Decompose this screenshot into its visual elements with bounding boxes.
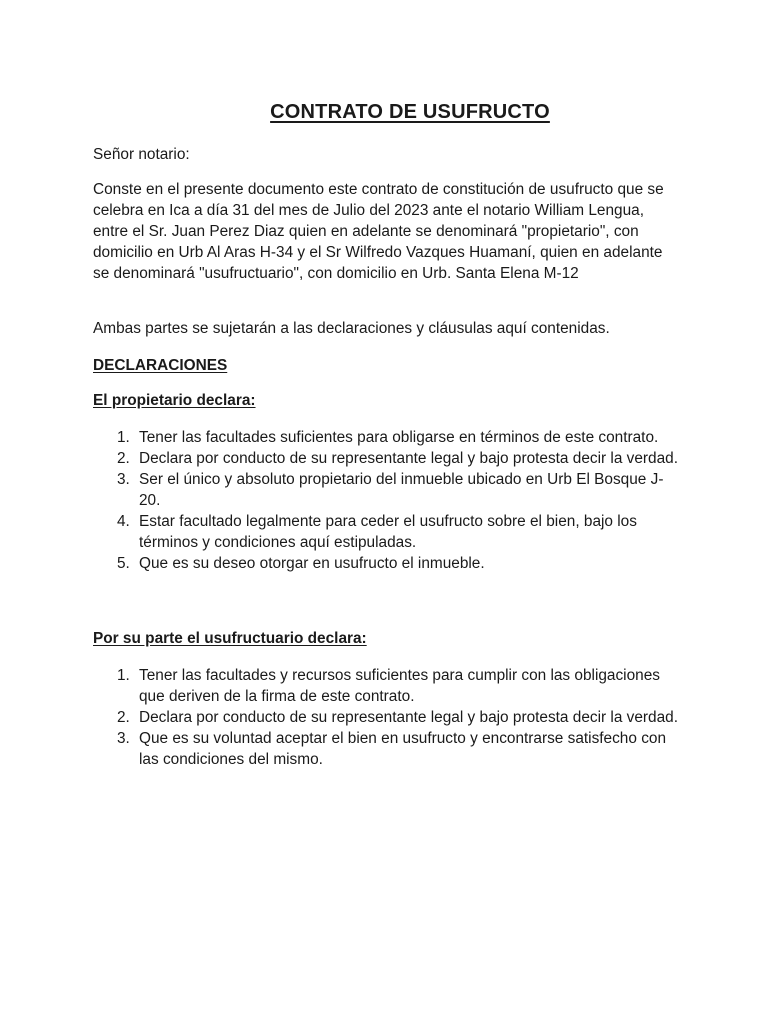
list-item-number: 3. bbox=[117, 730, 130, 747]
list-item-text: Ser el único y absoluto propietario del inmueble ubicado en Urb El Bosque J-20. bbox=[139, 471, 664, 509]
usufructuary-section-heading: Por su parte el usufructuario declara: bbox=[93, 630, 367, 647]
list-item-number: 1. bbox=[117, 429, 130, 446]
list-item-number: 4. bbox=[117, 513, 130, 530]
agreement-paragraph: Ambas partes se sujetarán a las declaraciones y cláusulas aquí contenidas. bbox=[93, 320, 610, 337]
list-item bbox=[93, 469, 678, 511]
document-title: CONTRATO DE USUFRUCTO bbox=[270, 101, 550, 123]
list-item bbox=[93, 728, 678, 770]
list-item-text: Estar facultado legalmente para ceder el usufructo sobre el bien, bajo los términos y condiciones aquí estipuladas. bbox=[139, 513, 637, 551]
declarations-heading: DECLARACIONES bbox=[93, 357, 228, 374]
list-item bbox=[93, 448, 678, 469]
intro-paragraph: Conste en el presente documento este contrato de constitución de usufructo que se celebra en Ica a día 31 del mes de Julio del 2023 ante el notario William Lengua, entre el Sr. Juan Perez Diaz quien en adelante se denominará "propietario", con domicilio en Urb Al Aras H-34 y el Sr Wilfredo Vazques Huamaní, quien en adelante se denominará "usufructuario", con domicilio en Urb. Santa Elena M-12 bbox=[93, 181, 664, 282]
list-item-text: Que es su voluntad aceptar el bien en usufructo y encontrarse satisfecho con las condiciones del mismo. bbox=[139, 730, 667, 768]
usufructuary-declarations-list bbox=[93, 665, 678, 770]
list-item-number: 1. bbox=[117, 667, 130, 684]
owner-section-heading: El propietario declara: bbox=[93, 392, 256, 409]
list-item-text: Tener las facultades suficientes para obligarse en términos de este contrato. bbox=[139, 429, 659, 446]
list-item bbox=[93, 427, 678, 448]
list-item-text: Declara por conducto de su representante legal y bajo protesta decir la verdad. bbox=[139, 709, 678, 726]
list-item bbox=[93, 665, 678, 707]
owner-declarations-list bbox=[93, 427, 678, 574]
list-item-number: 3. bbox=[117, 471, 130, 488]
list-item bbox=[93, 553, 678, 574]
salutation: Señor notario: bbox=[93, 146, 190, 163]
list-item-text: Tener las facultades y recursos suficientes para cumplir con las obligaciones que deriven de la firma de este contrato. bbox=[139, 667, 660, 705]
list-item-text: Declara por conducto de su representante legal y bajo protesta decir la verdad. bbox=[139, 450, 678, 467]
list-item-number: 2. bbox=[117, 450, 130, 467]
list-item-number: 5. bbox=[117, 555, 130, 572]
list-item bbox=[93, 511, 678, 553]
list-item-text: Que es su deseo otorgar en usufructo el inmueble. bbox=[139, 555, 485, 572]
list-item-number: 2. bbox=[117, 709, 130, 726]
list-item bbox=[93, 707, 678, 728]
